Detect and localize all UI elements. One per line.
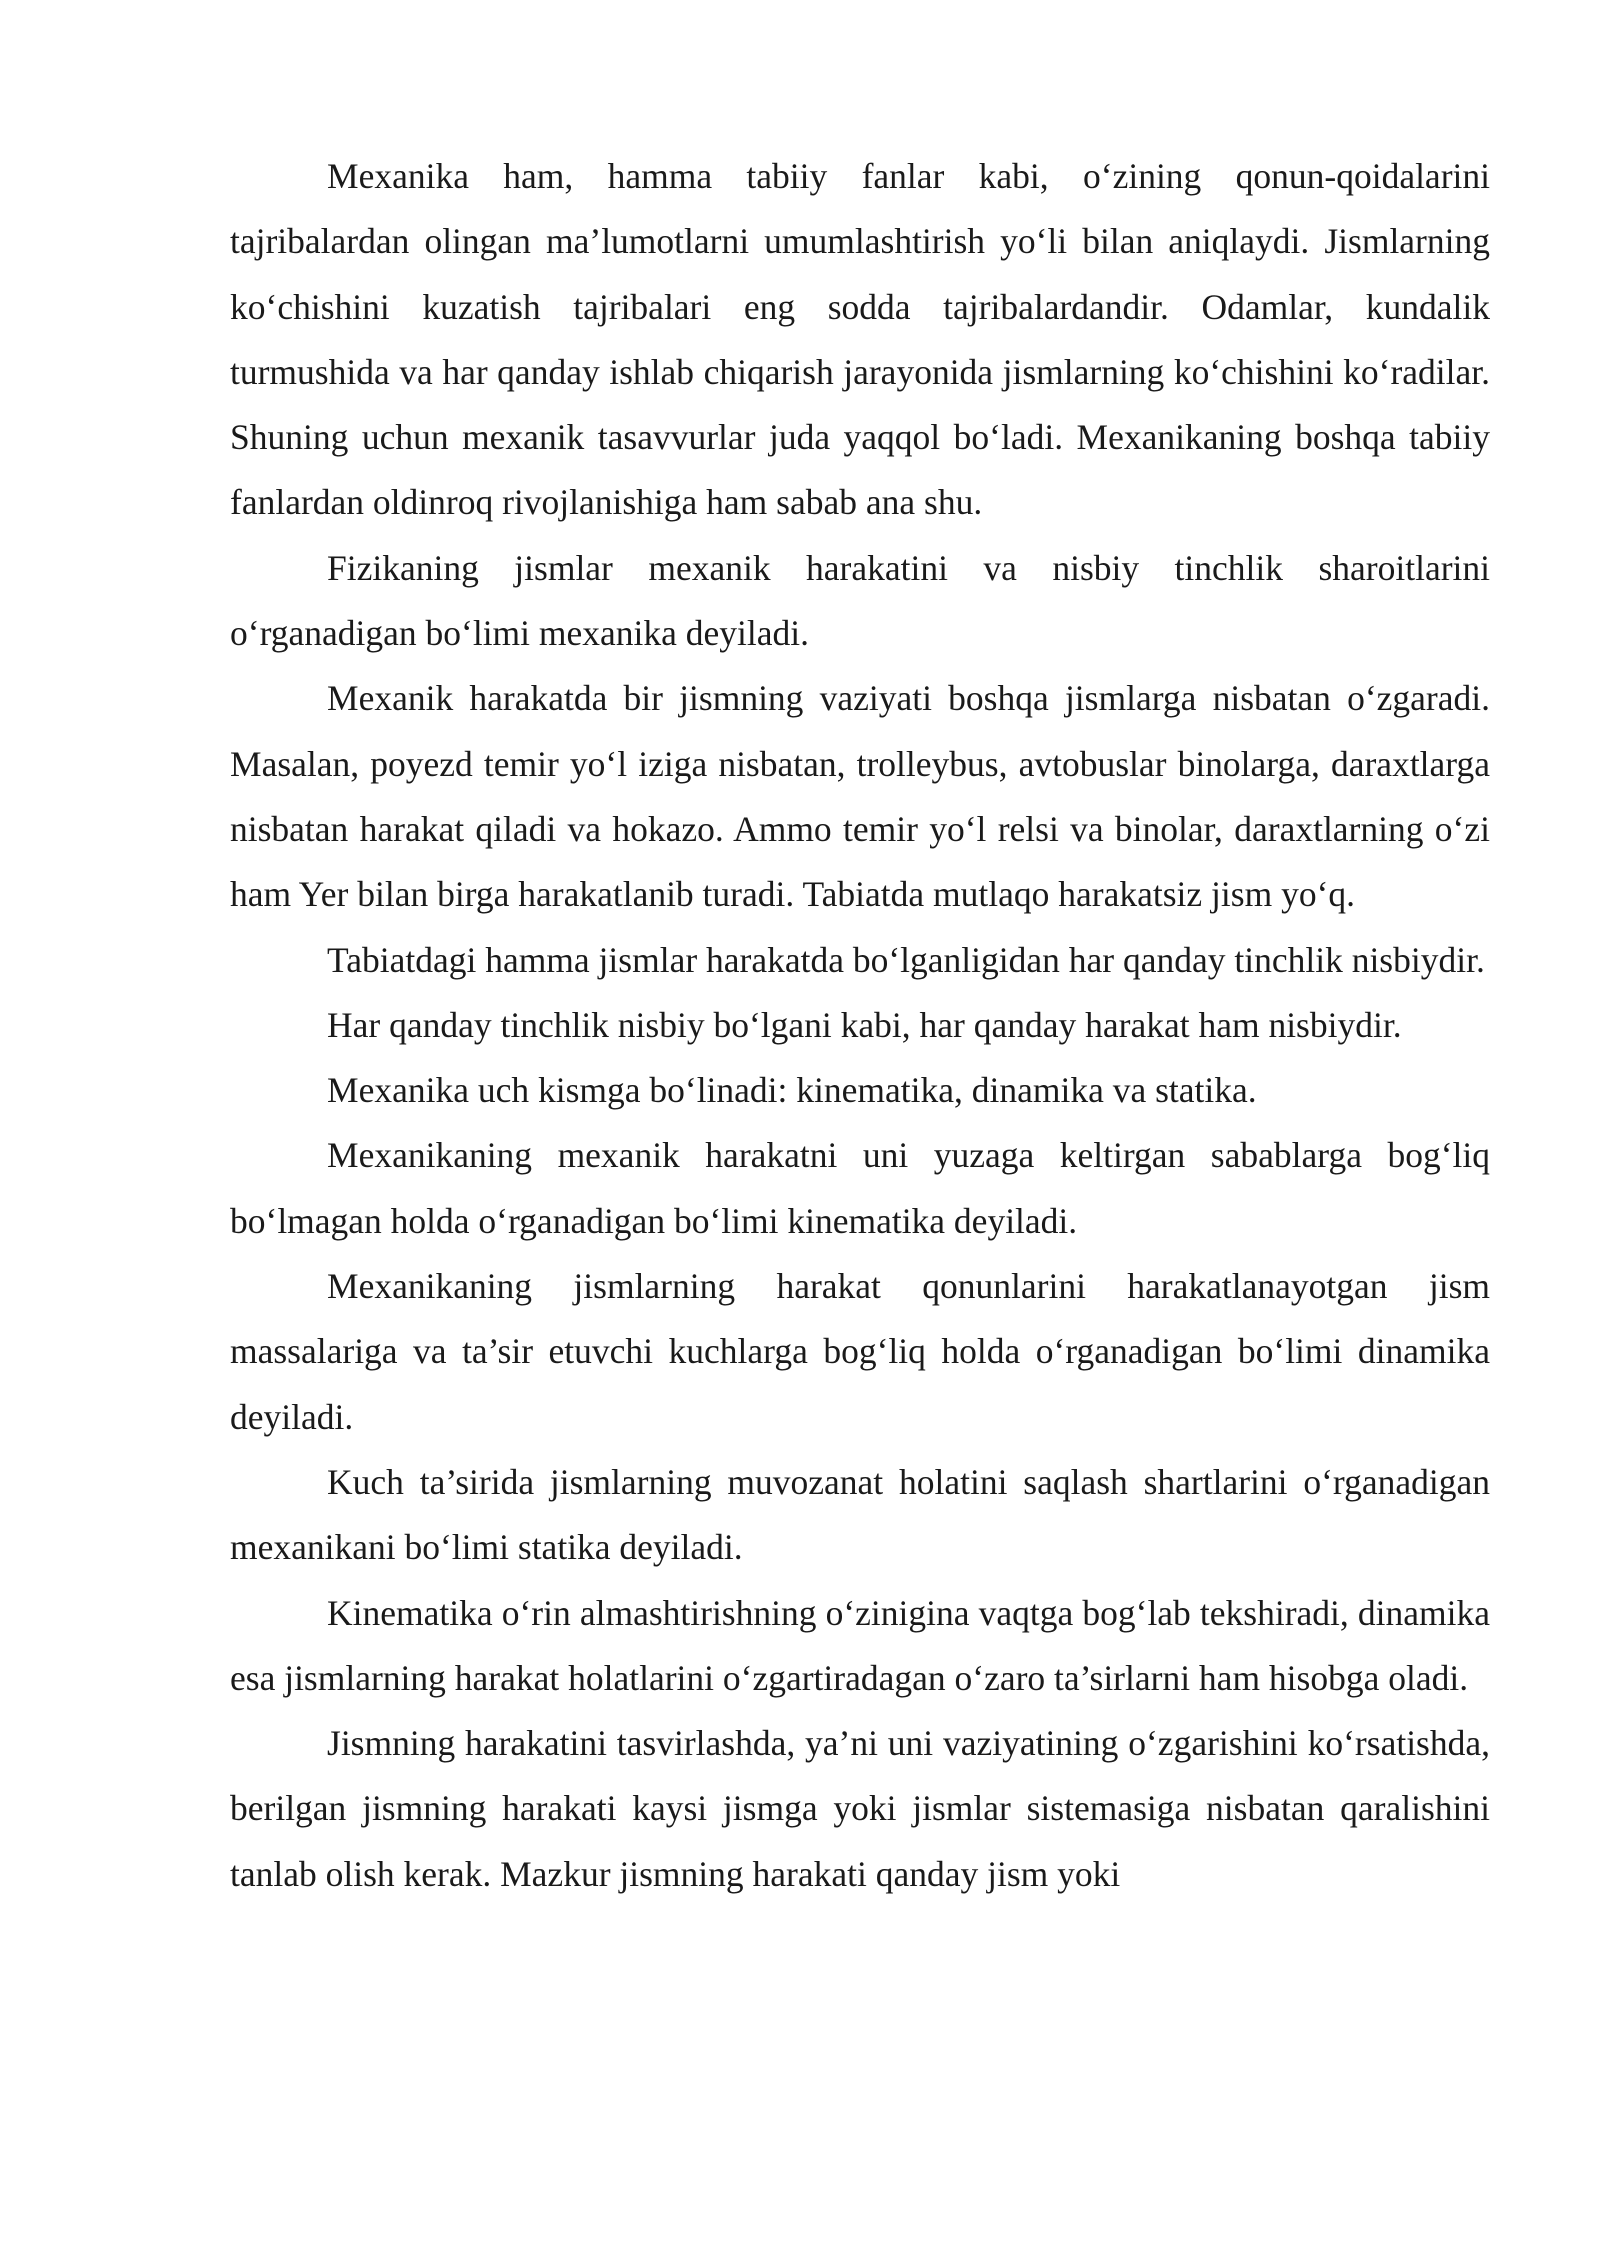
document-body	[230, 144, 1490, 1907]
paragraph-6: Mexanika uch kismga bo‘linadi: kinematika, dinamika va statika.	[327, 1070, 1257, 1111]
paragraph-8: Mexanikaning jismlarning harakat qonunlarini harakatlanayotgan jism massalariga va ta’sir etuvchi kuchlarga bog‘liq holda o‘rganadigan bo‘limi dinamika deyiladi.	[230, 1266, 1490, 1437]
paragraph-11: Jismning harakatini tasvirlashda, ya’ni uni vaziyatining o‘zgarishini ko‘rsatishda, berilgan jismning harakati kaysi jismga yoki jismlar sistemasiga nisbatan qaralishini tanlab olish kerak. Mazkur jismning harakati qanday jism yoki	[230, 1723, 1490, 1894]
paragraph-10: Kinematika o‘rin almashtirishning o‘zinigina vaqtga bog‘lab tekshiradi, dinamika esa jismlarning harakat holatlarini o‘zgartiradagan o‘zaro ta’sirlarni ham hisobga oladi.	[230, 1592, 1490, 1698]
paragraph-5: Har qanday tinchlik nisbiy bo‘lgani kabi, har qanday harakat ham nisbiydir.	[327, 1004, 1402, 1045]
paragraph-7: Mexanikaning mexanik harakatni uni yuzaga keltirgan sabablarga bog‘liq bo‘lmagan holda o‘rganadigan bo‘limi kinematika deyiladi.	[230, 1135, 1490, 1241]
paragraph-4: Tabiatdagi hamma jismlar harakatda bo‘lganligidan har qanday tinchlik nisbiydir.	[327, 939, 1485, 980]
paragraph-3: Mexanik harakatda bir jismning vaziyati boshqa jismlarga nisbatan o‘zgaradi. Masalan, poyezd temir yo‘l iziga nisbatan, trolleybus, avtobuslar binolarga, daraxtlarga nisbatan harakat qiladi va hokazo. Ammo temir yo‘l relsi va binolar, daraxtlarning o‘zi ham Yer bilan birga harakatlanib turadi. Tabiatda mutlaqo harakatsiz jism yo‘q.	[230, 678, 1490, 915]
paragraph-9: Kuch ta’sirida jismlarning muvozanat holatini saqlash shartlarini o‘rganadigan mexanikani bo‘limi statika deyiladi.	[230, 1461, 1490, 1568]
paragraph-2: Fizikaning jismlar mexanik harakatini va nisbiy tinchlik sharoitlarini o‘rganadigan bo‘limi mexanika deyiladi.	[230, 547, 1490, 654]
paragraph-1: Mexanika ham, hamma tabiiy fanlar kabi, o‘zining qonun-qoidalarini tajribalardan olingan ma’lumotlarni umumlashtirish yo‘li bilan aniqlaydi. Jismlarning ko‘chishini kuzatish tajribalari eng sodda tajribalardandir. Odamlar, kundalik turmushida va har qanday ishlab chiqarish jarayonida jismlarning ko‘chishini ko‘radilar. Shuning uchun mexanik tasavvurlar juda yaqqol bo‘ladi. Mexanikaning boshqa tabiiy fanlardan oldinroq rivojlanishiga ham sabab ana shu.	[230, 156, 1490, 523]
